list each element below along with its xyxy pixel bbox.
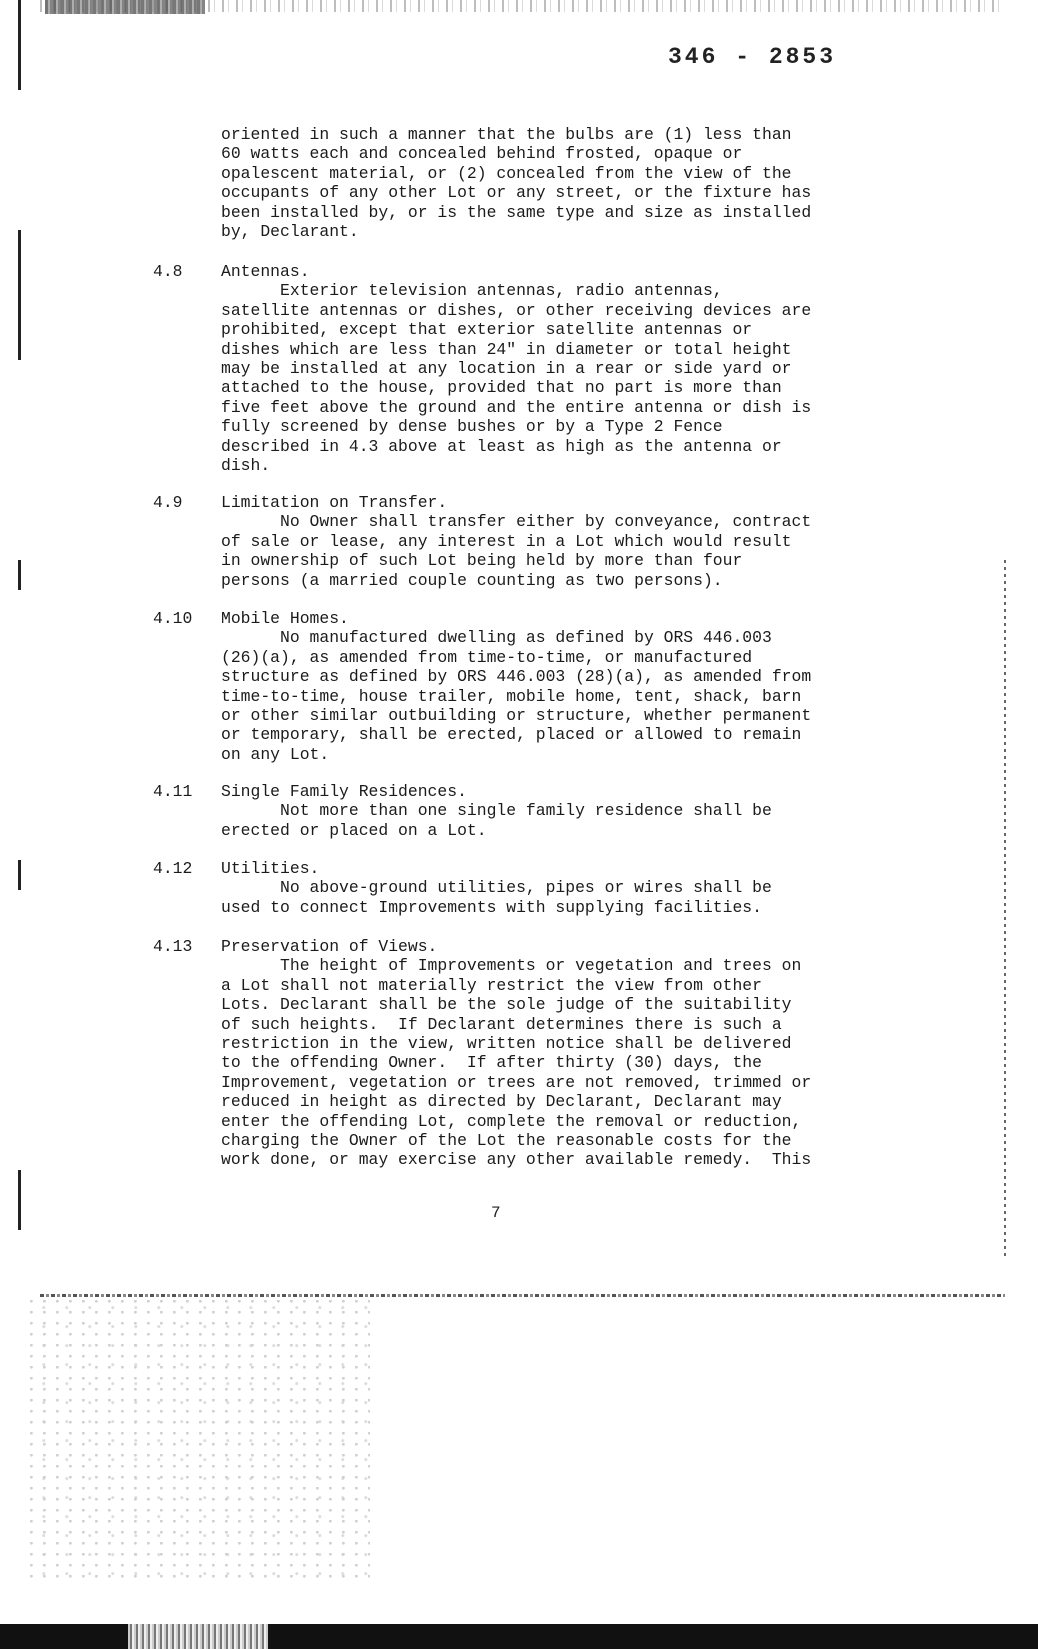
section-title: Single Family Residences.	[221, 782, 467, 801]
scan-speckle	[30, 1300, 370, 1580]
scan-edge-left	[18, 560, 21, 590]
section-body: No above-ground utilities, pipes or wires shall be used to connect Improvements with supplying facilities.	[221, 878, 772, 917]
section-body: No manufactured dwelling as defined by ORS 446.003 (26)(a), as amended from time-to-time, or manufactured structure as defined by ORS 446.003 (28)(a), as amended from time-to-time, house trailer, mobile home, tent, shack, barn or other similar outbuilding or structure, whether permanent or temporary, shall be erected, placed or allowed to remain on any Lot.	[221, 628, 812, 764]
section-number: 4.10	[153, 609, 193, 628]
page-number-top: 346 - 2853	[668, 44, 837, 70]
section-body: The height of Improvements or vegetation and trees on a Lot shall not materially restrict the view from other Lots. Declarant shall be the sole judge of the suitability of such heights. If Declarant determines there is such a restriction in the view, written notice shall be delivered to the offending Owner. If after thirty (30) days, the Improvement, vegetation or trees are not removed, trimmed or reduced in height as directed by Declarant, Declarant may enter the offending Lot, complete the removal or reduction, charging the Owner of the Lot the reasonable costs for the work done, or may exercise any other available remedy. This	[221, 956, 812, 1170]
section-title: Preservation of Views.	[221, 937, 438, 956]
scan-edge-left	[18, 0, 21, 90]
scan-rule-bottom	[40, 1294, 1005, 1297]
section-number: 4.13	[153, 937, 193, 956]
section-title: Mobile Homes.	[221, 609, 349, 628]
scan-edge-left	[18, 1170, 21, 1230]
section-number: 4.12	[153, 859, 193, 878]
section-number: 4.8	[153, 262, 183, 281]
section-number: 4.9	[153, 493, 183, 512]
section-body: Exterior television antennas, radio antennas, satellite antennas or dishes, or other receiving devices are prohibited, except that exterior satellite antennas or dishes which are less than 24" in diameter or total height may be installed at any location in a rear or side yard or attached to the house, provided that no part is more than five feet above the ground and the entire antenna or dish is fully screened by dense bushes or by a Type 2 Fence described in 4.3 above at least as high as the antenna or dish.	[221, 281, 812, 476]
scan-edge-left	[18, 230, 21, 360]
scan-band-gap	[128, 1624, 268, 1649]
section-title: Utilities.	[221, 859, 320, 878]
footer-page-number: 7	[491, 1204, 501, 1222]
scan-noise-top-left	[45, 0, 205, 14]
intro-paragraph: oriented in such a manner that the bulbs are (1) less than 60 watts each and concealed behind frosted, opaque or opalescent material, or (2) concealed from the view of the occupants of any other Lot or any street, or the fixture has been installed by, or is the same type and size as installed by, Declarant.	[221, 125, 812, 242]
section-title: Limitation on Transfer.	[221, 493, 448, 512]
scan-edge-left	[18, 860, 21, 890]
section-body: Not more than one single family residence shall be erected or placed on a Lot.	[221, 801, 772, 840]
section-body: No Owner shall transfer either by conveyance, contract of sale or lease, any interest in a Lot which would result in ownership of such Lot being held by more than four persons (a married couple counting as two persons).	[221, 512, 812, 590]
scan-edge-right	[1004, 560, 1006, 1260]
section-title: Antennas.	[221, 262, 310, 281]
section-number: 4.11	[153, 782, 193, 801]
